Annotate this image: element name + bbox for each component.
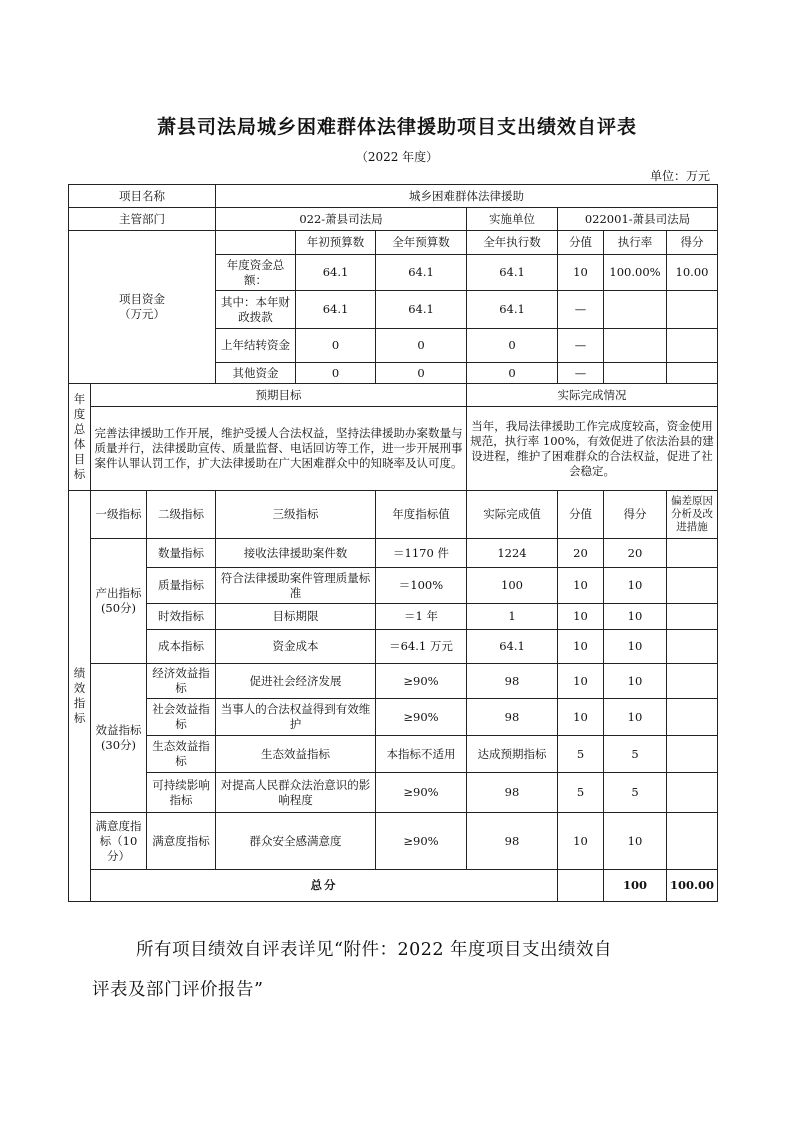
attachment-note bbox=[92, 930, 712, 1010]
funds-score-value: — bbox=[558, 291, 604, 329]
funds-initial: 0 bbox=[296, 363, 376, 384]
implementer-value: 022001-萧县司法局 bbox=[558, 208, 718, 231]
target: ＝1170 件 bbox=[376, 539, 467, 568]
header-target: 年度指标值 bbox=[376, 491, 467, 539]
indicator-row bbox=[69, 568, 718, 604]
target: ≥90% bbox=[376, 813, 467, 870]
project-name-row bbox=[69, 185, 718, 208]
level1-satisfaction: 满意度指标（10 分） bbox=[91, 813, 147, 870]
department-row bbox=[69, 208, 718, 231]
funds-rate bbox=[604, 291, 667, 329]
funds-score-value: — bbox=[558, 329, 604, 363]
funds-rate: 100.00% bbox=[604, 255, 667, 291]
funds-initial: 64.1 bbox=[296, 255, 376, 291]
header-level1: 一级指标 bbox=[91, 491, 147, 539]
level3: 目标期限 bbox=[216, 604, 376, 630]
score: 20 bbox=[604, 539, 667, 568]
funds-header-score: 得分 bbox=[667, 231, 718, 255]
score: 5 bbox=[604, 736, 667, 773]
evaluation-table bbox=[68, 184, 718, 902]
funds-annual: 64.1 bbox=[376, 291, 467, 329]
target: ≥90% bbox=[376, 699, 467, 736]
funds-annual: 0 bbox=[376, 329, 467, 363]
funds-initial: 64.1 bbox=[296, 291, 376, 329]
level3: 当事人的合法权益得到有效维护 bbox=[216, 699, 376, 736]
deviation bbox=[667, 630, 718, 664]
score: 10 bbox=[604, 604, 667, 630]
funds-header-row bbox=[69, 231, 718, 255]
level3: 接收法律援助案件数 bbox=[216, 539, 376, 568]
funds-rate bbox=[604, 329, 667, 363]
level1-output: 产出指标(50分) bbox=[91, 539, 147, 664]
funds-executed: 64.1 bbox=[467, 291, 558, 329]
level2: 满意度指标 bbox=[147, 813, 216, 870]
actual: 98 bbox=[467, 813, 558, 870]
funds-score-value: — bbox=[558, 363, 604, 384]
score: 10 bbox=[604, 630, 667, 664]
indicator-row bbox=[69, 813, 718, 870]
deviation bbox=[667, 539, 718, 568]
level2: 生态效益指标 bbox=[147, 736, 216, 773]
implementer-label: 实施单位 bbox=[467, 208, 558, 231]
funds-row-label: 上年结转资金 bbox=[216, 329, 296, 363]
target: 本指标不适用 bbox=[376, 736, 467, 773]
funds-header-rate: 执行率 bbox=[604, 231, 667, 255]
goals-side-label: 年度总体目标 bbox=[69, 384, 91, 491]
score-value: 10 bbox=[558, 813, 604, 870]
unit-label: 单位：万元 bbox=[649, 169, 710, 183]
score: 10 bbox=[604, 699, 667, 736]
level2: 时效指标 bbox=[147, 604, 216, 630]
score: 10 bbox=[604, 813, 667, 870]
total-score: 100.00 bbox=[667, 870, 718, 902]
level2: 经济效益指标 bbox=[147, 664, 216, 699]
attachment-note-line1: 所有项目绩效自评表详见“附件：2022 年度项目支出绩效自 bbox=[136, 940, 613, 960]
score-value: 10 bbox=[558, 699, 604, 736]
level3: 生态效益指标 bbox=[216, 736, 376, 773]
funds-header-score-value: 分值 bbox=[558, 231, 604, 255]
actual: 98 bbox=[467, 664, 558, 699]
expected-goal-label: 预期目标 bbox=[91, 384, 467, 407]
target: ＝100% bbox=[376, 568, 467, 604]
level1-benefit: 效益指标(30分) bbox=[91, 664, 147, 813]
indicator-row bbox=[69, 630, 718, 664]
funds-executed: 0 bbox=[467, 363, 558, 384]
department-value: 022-萧县司法局 bbox=[216, 208, 467, 231]
funds-label: 项目资金 （万元） bbox=[69, 231, 216, 384]
score-value: 10 bbox=[558, 630, 604, 664]
total-blank bbox=[558, 870, 604, 902]
target: ＝1 年 bbox=[376, 604, 467, 630]
actual: 64.1 bbox=[467, 630, 558, 664]
level3: 群众安全感满意度 bbox=[216, 813, 376, 870]
header-score: 得分 bbox=[604, 491, 667, 539]
actual: 98 bbox=[467, 699, 558, 736]
actual: 1224 bbox=[467, 539, 558, 568]
funds-row-label: 年度资金总额： bbox=[216, 255, 296, 291]
deviation bbox=[667, 736, 718, 773]
header-level3: 三级指标 bbox=[216, 491, 376, 539]
score: 5 bbox=[604, 773, 667, 813]
target: ≥90% bbox=[376, 664, 467, 699]
goals-content-row bbox=[69, 407, 718, 491]
score-value: 5 bbox=[558, 773, 604, 813]
project-name-value: 城乡困难群体法律援助 bbox=[216, 185, 718, 208]
target: ＝64.1 万元 bbox=[376, 630, 467, 664]
level3: 符合法律援助案件管理质量标准 bbox=[216, 568, 376, 604]
indicator-row bbox=[69, 699, 718, 736]
actual: 98 bbox=[467, 773, 558, 813]
level3: 促进社会经济发展 bbox=[216, 664, 376, 699]
funds-score bbox=[667, 363, 718, 384]
level2: 质量指标 bbox=[147, 568, 216, 604]
funds-header-executed: 全年执行数 bbox=[467, 231, 558, 255]
level3: 对提高人民群众法治意识的影响程度 bbox=[216, 773, 376, 813]
goals-header-row bbox=[69, 384, 718, 407]
header-score-value: 分值 bbox=[558, 491, 604, 539]
total-row bbox=[69, 870, 718, 902]
indicator-row bbox=[69, 539, 718, 568]
deviation bbox=[667, 664, 718, 699]
level2: 数量指标 bbox=[147, 539, 216, 568]
deviation bbox=[667, 773, 718, 813]
indicator-row bbox=[69, 736, 718, 773]
deviation bbox=[667, 699, 718, 736]
funds-row-label: 其中：本年财政拨款 bbox=[216, 291, 296, 329]
funds-header-initial: 年初预算数 bbox=[296, 231, 376, 255]
attachment-note-line2: 评表及部门评价报告” bbox=[92, 980, 264, 1000]
indicator-row bbox=[69, 773, 718, 813]
funds-score bbox=[667, 329, 718, 363]
actual: 100 bbox=[467, 568, 558, 604]
total-label: 总分 bbox=[91, 870, 558, 902]
funds-executed: 64.1 bbox=[467, 255, 558, 291]
funds-score-value: 10 bbox=[558, 255, 604, 291]
report-year: （2022 年度） bbox=[355, 150, 439, 164]
actual: 1 bbox=[467, 604, 558, 630]
indicator-row bbox=[69, 664, 718, 699]
indicator-row bbox=[69, 604, 718, 630]
actual-completion-label: 实际完成情况 bbox=[467, 384, 718, 407]
score-value: 20 bbox=[558, 539, 604, 568]
department-label: 主管部门 bbox=[69, 208, 216, 231]
header-level2: 二级指标 bbox=[147, 491, 216, 539]
total-score-value: 100 bbox=[604, 870, 667, 902]
deviation bbox=[667, 604, 718, 630]
level2: 社会效益指标 bbox=[147, 699, 216, 736]
score-value: 10 bbox=[558, 664, 604, 699]
deviation bbox=[667, 813, 718, 870]
actual-completion-text: 当年，我局法律援助工作完成度较高，资金使用规范，执行率 100%，有效促进了依法治县的建设进程，维护了困难群众的合法权益，促进了社会稳定。 bbox=[467, 407, 718, 491]
indicators-side-label: 绩效指标 bbox=[69, 491, 91, 902]
level2: 可持续影响指标 bbox=[147, 773, 216, 813]
funds-rate bbox=[604, 363, 667, 384]
score: 10 bbox=[604, 664, 667, 699]
score-value: 10 bbox=[558, 568, 604, 604]
project-name-label: 项目名称 bbox=[69, 185, 216, 208]
expected-goal-text: 完善法律援助工作开展，维护受援人合法权益，坚持法律援助办案数量与质量并行，法律援助宣传、质量监督、电话回访等工作，进一步开展刑事案件认罪认罚工作，扩大法律援助在广大困难群众中的知晓率及认可度。 bbox=[91, 407, 467, 491]
funds-executed: 0 bbox=[467, 329, 558, 363]
funds-header-annual: 全年预算数 bbox=[376, 231, 467, 255]
level2: 成本指标 bbox=[147, 630, 216, 664]
score-value: 5 bbox=[558, 736, 604, 773]
score: 10 bbox=[604, 568, 667, 604]
indicator-header-row bbox=[69, 491, 718, 539]
funds-header-blank bbox=[216, 231, 296, 255]
target: ≥90% bbox=[376, 773, 467, 813]
header-actual: 实际完成值 bbox=[467, 491, 558, 539]
deviation bbox=[667, 568, 718, 604]
page-title: 萧县司法局城乡困难群体法律援助项目支出绩效自评表 bbox=[156, 116, 637, 138]
funds-annual: 0 bbox=[376, 363, 467, 384]
funds-score bbox=[667, 291, 718, 329]
funds-annual: 64.1 bbox=[376, 255, 467, 291]
funds-score: 10.00 bbox=[667, 255, 718, 291]
funds-initial: 0 bbox=[296, 329, 376, 363]
funds-row-label: 其他资金 bbox=[216, 363, 296, 384]
level3: 资金成本 bbox=[216, 630, 376, 664]
score-value: 10 bbox=[558, 604, 604, 630]
header-deviation: 偏差原因分析及改进措施 bbox=[667, 491, 718, 539]
actual: 达成预期指标 bbox=[467, 736, 558, 773]
